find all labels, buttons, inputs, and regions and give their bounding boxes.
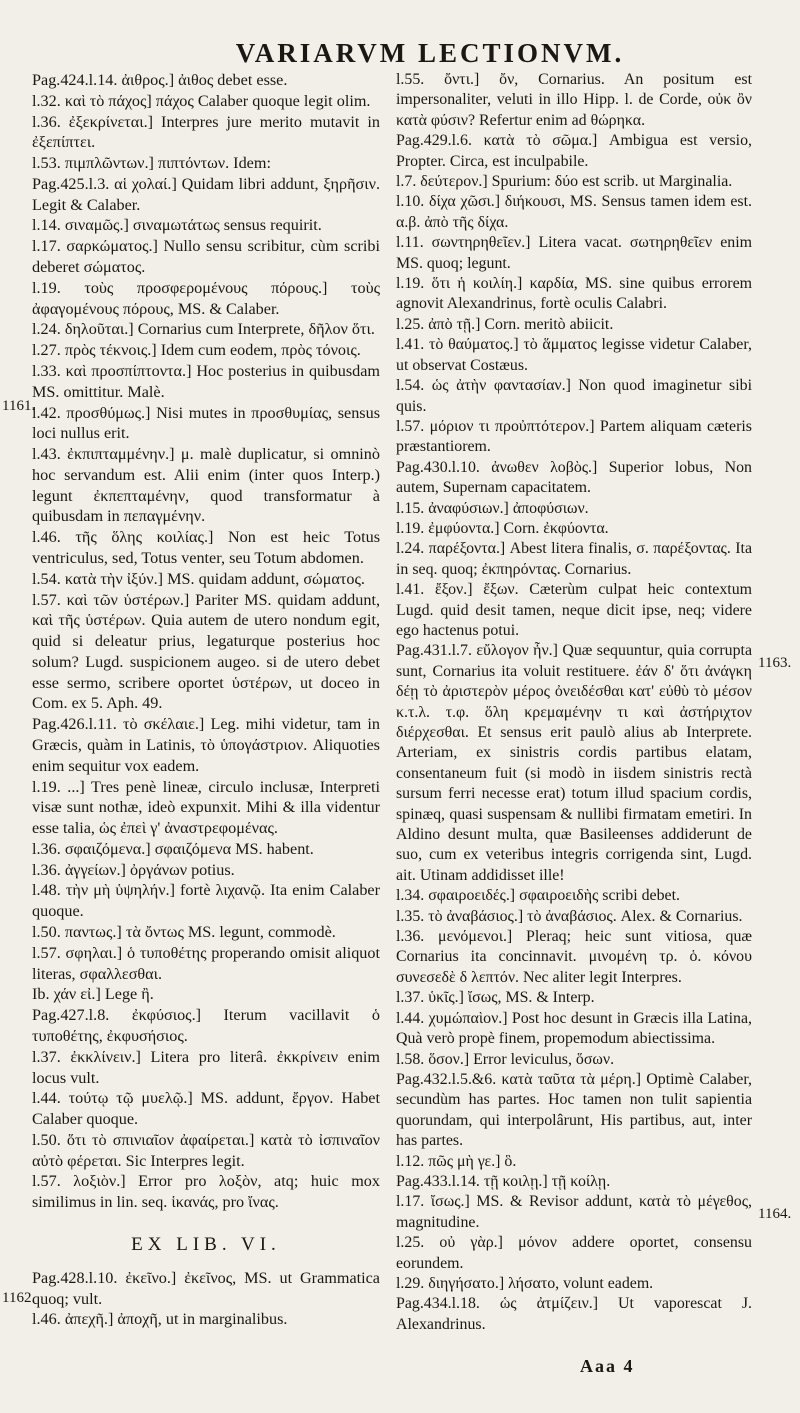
running-head: VARIARVM LECTIONVM. [235,38,625,68]
note-entry: l.14. σιναμῶς.] σιναμωτάτως sensus requirit. [32,216,322,235]
note-entry: l.17. σαρκώματος.] Nullo sensu scribitur, cùm scribi deberet σώματος. [32,237,380,277]
note-entry: Pag.430.l.10. ἀνωθεν λοβὸς.] Superior lobus, Non autem, Supernam capacitatem. [396,458,752,497]
note-entry: l.50. ὅτι τὸ σπινιαῖον ἀφαίρεται.] κατὰ τὸ ἰσπιναῖον αὐτὸ φέρεται. Sic Interpres legit. [32,1130,380,1170]
note-entry: Pag.431.l.7. εὔλογον ἦν.] Quæ sequuntur, quia corrupta sunt, Cornarius ita voluit restituere. ἐάν δ' ὅτι ἀνάγκη δέῃ τὸ ἀριστερὸν μέρος ὀνειδέσθαι κατ' εὐθὺ τὸ μέσον κ.τ.λ. τ.φ. ὅλη κρεμαμένην τι καὶ ἀστήριχτον διέρχεσθαι. Et sensus erit paulò alius ab Interprete. Arteriam, ex sinistris cordis partibus elatam, consentaneum fuit (si modò in iisdem sinistris rectà sursum ferri necesse erat) totum illud spacium cordis, spinæq, quasi suspensam & nullibi firmatam emetiri. In Aldino desunt multa, quæ Basileenses addiderunt de suo, cum ex veteribus integris corrigenda sint, Lugd. ait. Utinam addidisset ille! [396,642,752,884]
note-entry: l.24. παρέξοντα.] Abest litera finalis, σ. παρέξοντας. Ita in seq. quoq; ἐκπηρόντας. Cornarius. [396,540,752,578]
right-column [396,70,752,1335]
note-entry: l.35. τὸ ἀναβάσιος.] τὸ ἀναβάσιος. Alex. & Cornarius. [396,907,743,925]
note-entry: l.34. σφαιροειδές.] σφαιροειδὴς scribi debet. [396,887,680,905]
note-entry: l.43. ἐκπιπταμμένην.] μ. malè duplicatur, si omninò hoc servandum est. Alii enim (inter quos Interp.) legunt ἐκπεπταμένην, quod transformatur à quibusdam in πεπαγμένην. [32,445,380,526]
margin-note: 1164. [758,1206,792,1222]
section-heading: EX LIB. VI. [131,1233,281,1255]
note-entry: Pag.424.l.14. ἀιθρος.] ἀιθος debet esse. [32,71,288,89]
note-entry: l.41. τὸ θαύματος.] τὸ ἅμματος legisse videtur Calaber, ut observat Costæus. [396,336,752,374]
note-entry: l.37. ἐκκλίνειν.] Litera pro literâ. ἐκκρίνειν enim locus vult. [32,1047,380,1087]
note-entry: l.37. ὑκῖς.] ἴσως, MS. & Interp. [396,989,595,1007]
note-entry: Pag.426.l.11. τὸ σκέλαιε.] Leg. mihi videtur, tam in Græcis, quàm in Latinis, τὸ ὑπογάστριον. Aliquoties enim sequitur vox eadem. [32,715,380,775]
note-entry: l.19. ὅτι ἡ κοιλίη.] καρδία, MS. sine quibus errorem agnovit Alexandrinus, fortè oculis Calabri. [396,275,752,313]
note-entry: l.54. ὡς ἀτὴν φαντασίαν.] Non quod imaginetur sibi quis. [396,377,752,415]
note-entry: l.19. ...] Tres penè lineæ, circulo inclusæ, Interpreti visæ sunt nothæ, ideò expunxit. Mihi & illa videntur esse talia, ὡς ἐπεὶ γ' ἀναστρεφομένας. [32,777,380,838]
note-entry: l.24. δηλοῦται.] Cornarius cum Interprete, δῆλον ὅτι. [32,320,375,339]
note-entry: l.15. ἀναφύσιων.] ἀποφύσιων. [396,499,589,517]
note-entry: Pag.429.l.6. κατὰ τὸ σῶμα.] Ambigua est versio, Propter. Circa, est inculpabile. [396,132,752,170]
note-entry: Pag.427.l.8. ἐκφύσιος.] Iterum vacillavit ὁ τυποθέτης, ἐκφυσήσιος. [32,1006,380,1045]
note-entry: l.44. τούτῳ τῷ μυελῷ.] MS. addunt, ἔργον. Habet Calaber quoque. [32,1089,380,1129]
note-entry: l.7. δεύτερον.] Spurium: δύο est scrib. ut Marginalia. [396,173,733,191]
note-entry: l.25. οὐ γὰρ.] μόνον addere oportet, consensu eorundem. [396,1234,752,1272]
note-entry: l.55. ὄντι.] ὄν, Cornarius. An positum est impersonaliter, veluti in illo Hipp. l. de Corde, οὐκ ὂν κατὰ φύσιν? Refertur enim ad θώρηκα. [396,71,752,129]
note-entry: l.36. ἀγγείων.] ὀργάνων potius. [32,860,235,879]
left-column [32,70,380,1330]
note-entry: l.32. καὶ τὸ πάχος] πάχος Calaber quoque legit olim. [32,91,371,110]
note-entry: Pag.433.l.14. τῇ κοιλῃ.] τῇ κοίλῃ. [396,1172,611,1190]
note-entry: l.36. ἐξεκρίνεται.] Interpres jure merito mutavit in ἐξεπίπτει. [32,112,380,152]
note-entry: Pag.432.l.5.&6. κατὰ ταῦτα τὰ μέρη.] Optimè Calaber, secundùm has partes. Hoc tamen non tulit sapientia quorundam, qui interpolârunt, His partibus, aut, inter has partes. [396,1070,752,1150]
note-entry: l.36. μενόμενοι.] Pleraq; heic sunt vitiosa, quæ Cornarius ita concinnavit. μινομένη τρ. ὁ. κόνου συνεσεδὲ δ λεπτόν. Nec aliter legit Interpres. [396,928,752,986]
margin-note: 1163. [758,655,792,671]
note-entry: Pag.428.l.10. ἐκεῖνο.] ἐκεῖνος, MS. ut Grammatica quoq; vult. [32,1268,380,1308]
note-entry: Ib. χάν εἰ.] Lege ἢ. [32,985,154,1004]
note-entry: l.33. καὶ προσπίπτοντα.] Hoc posterius in quibusdam MS. omittitur. Malè. [32,361,380,401]
signature-mark: Aaa 4 [580,1356,635,1376]
note-entry: l.48. τὴν μὴ ὑψηλήν.] fortè λιχανῷ. Ita enim Calaber quoque. [32,881,380,921]
note-entry: l.27. πρὸς τέκνοις.] Idem cum eodem, πρὸς τόνοις. [32,341,361,360]
note-entry: l.58. ὅσον.] Error leviculus, ὅσων. [396,1050,615,1068]
note-entry: l.50. παντως.] τὰ ὄντως MS. legunt, commodè. [32,923,336,942]
note-entry: l.54. κατὰ τὴν ἰξύν.] MS. quidam addunt, σώματος. [32,569,365,588]
note-entry: l.17. ἴσως.] MS. & Revisor addunt, κατὰ τὸ μέγεθος, magnitudine. [396,1193,752,1231]
note-entry: l.57. μόριον τι προὐπτότερον.] Partem aliquam cæteris præstantiorem. [396,417,752,456]
note-entry: l.44. χυμώπαὶον.] Post hoc desunt in Græcis illa Latina, Quà verò propè finem, propemodum abiectissima. [396,1009,752,1048]
note-entry: l.36. σφαιζόμενα.] σφαιζόμενα MS. habent. [32,839,314,858]
note-entry: l.46. ἀπεχῆ.] ἀποχῆ, ut in marginalibus. [32,1310,288,1329]
note-entry: l.19. ἐμφύοντα.] Corn. ἐκφύοντα. [396,519,609,537]
note-entry: l.29. διηγήσατο.] λήσατο, volunt eadem. [396,1274,654,1292]
note-entry: Pag.425.l.3. αἱ χολαί.] Quidam libri addunt, ξηρῆσιν. Legit & Calaber. [32,174,380,214]
note-entry: l.12. πῶς μὴ γε.] ὃ. [396,1152,517,1170]
note-entry: l.11. σωντηρηθεῖεν.] Litera vacat. σωτηρηθεῖεν enim MS. quoq; legunt. [396,234,752,272]
margin-note: 1162. [2,1290,36,1306]
note-entry: l.53. πιμπλῶντων.] πιπτόντων. Idem: [32,154,271,173]
note-entry: Pag.434.l.18. ὡς ἀτμίζειν.] Ut vaporescat J. Alexandrinus. [396,1295,752,1333]
note-entry: l.25. ἀπὸ τῇ.] Corn. meritò abiicit. [396,315,614,333]
note-entry: l.42. προσθύμως.] Nisi mutes in προσθυμίας, sensus loci nullus erit. [32,403,380,443]
note-entry: l.57. σφηλαι.] ὁ τυποθέτης properando omisit aliquot literas, σφαλλεσθαι. [32,943,380,983]
note-entry: l.57. λοξιὸν.] Error pro λοξὸν, atq; huic mox similimus in lin. seq. ἱκανάς, pro ἴνας. [32,1172,380,1212]
margin-note: 1161. [2,398,36,414]
note-entry: l.41. ἔξον.] ἔξων. Cæterùm culpat heic contextum Lugd. quid desit tamen, neque dicit ipse, neq; videre ego hactenus potui. [396,581,752,639]
note-entry: l.57. καὶ τῶν ὑστέρων.] Pariter MS. quidam addunt, καὶ τῆς ὑστέρων. Quia autem de utero nondum egit, quid si deleatur prius, legaturque posterius hoc solum? Lugd. suspicionem augeo. si de utero debet esse sermo, scribere oportet ὑστέρων, ut doceo in Com. ex 5. Aph. 49. [32,590,380,713]
note-entry: l.19. τοὺς προσφερομένους πόρους.] τοὺς ἀφαγομένους πόρους, MS. & Calaber. [32,278,380,318]
note-entry: l.46. τῆς ὅλης κοιλίας.] Non est heic Totus ventriculus, sed, Totus venter, seu Totum abdomen. [32,528,380,567]
note-entry: l.10. δίχα χῶσι.] διήκουσι, MS. Sensus tamen idem est. α.β. ἀπὸ τῆς δίχα. [396,193,752,231]
